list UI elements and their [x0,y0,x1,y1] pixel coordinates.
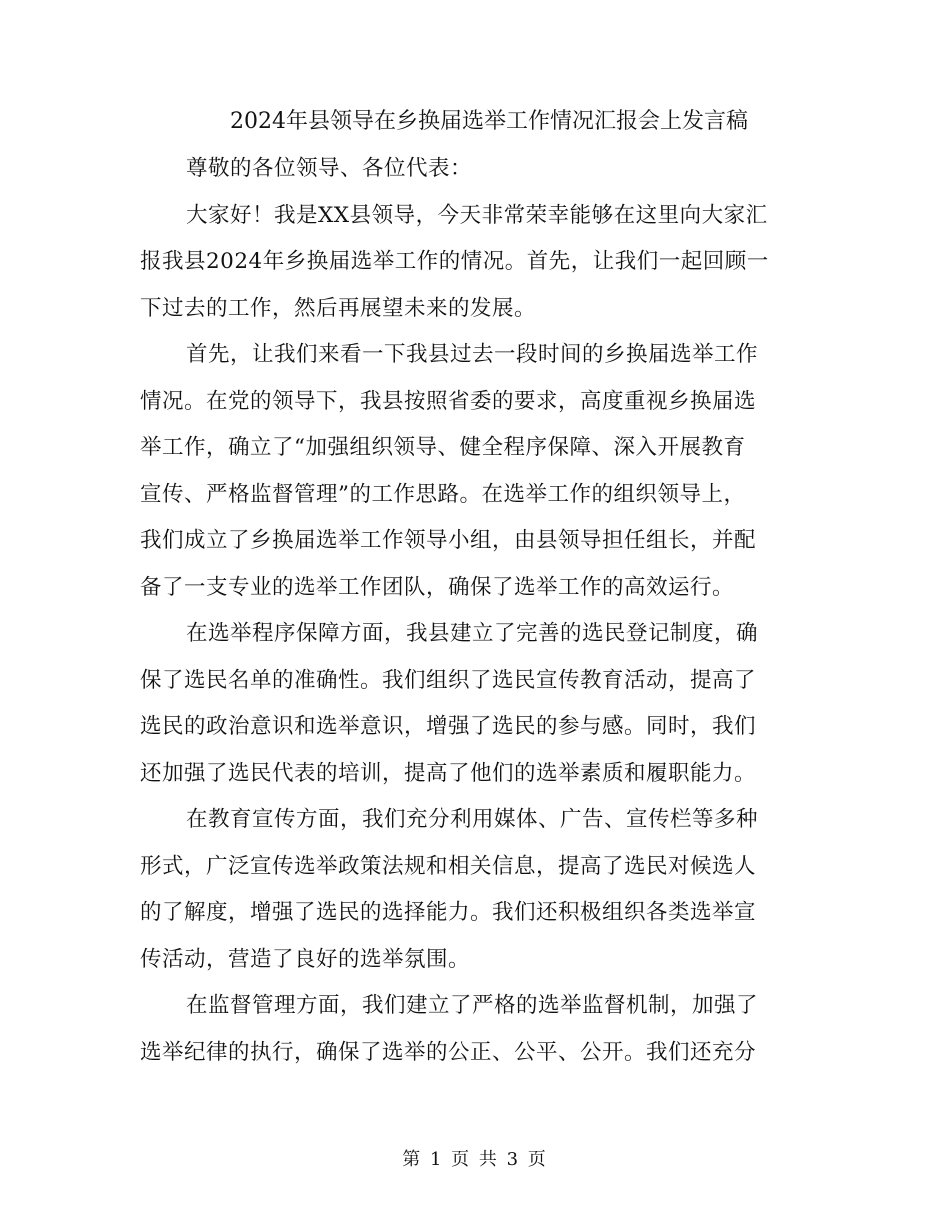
paragraph-line: 选民的政治意识和选举意识，增强了选民的参与感。同时，我们 [140,714,757,739]
paragraph-line: 备了一支专业的选举工作团队，确保了选举工作的高效运行。 [140,574,735,600]
paragraph-1 [140,193,810,333]
paragraph-line: 举工作，确立了“加强组织领导、健全程序保障、深入开展教育 [140,435,746,460]
paragraph-line: 下过去的工作，然后再展望未来的发展。 [140,295,537,321]
paragraph-line: 传活动，营造了良好的选举氛围。 [140,946,471,972]
paragraph-line: 保了选民名单的准确性。我们组织了选民宣传教育活动，提高了 [140,667,757,693]
paragraph-line: 情况。在党的领导下，我县按照省委的要求，高度重视乡换届选 [140,388,757,414]
paragraph-4 [140,797,810,983]
paragraph-line: 首先，让我们来看一下我县过去一段时间的乡换届选举工作 [186,342,759,367]
paragraph-line: 的了解度，增强了选民的选择能力。我们还积极组织各类选举宣 [140,900,757,925]
paragraph-line: 报我县2024年乡换届选举工作的情况。首先，让我们一起回顾一 [140,249,769,274]
paragraph-line: 我们成立了乡换届选举工作领导小组，由县领导担任组长，并配 [140,528,757,553]
paragraph-5 [140,983,810,1076]
page-number-footer: 第 1 页 共 3 页 [402,1149,548,1170]
document-body [140,146,810,1076]
paragraph-line: 还加强了选民代表的培训，提高了他们的选举素质和履职能力。 [140,760,757,786]
paragraph-line: 在教育宣传方面，我们充分利用媒体、广告、宣传栏等多种 [186,807,759,832]
paragraph-line: 形式，广泛宣传选举政策法规和相关信息，提高了选民对候选人 [140,853,757,879]
paragraph-line: 宣传、严格监督管理”的工作思路。在选举工作的组织领导上， [140,481,746,507]
paragraph-line: 大家好！我是XX县领导，今天非常荣幸能够在这里向大家汇 [186,202,768,228]
salutation: 尊敬的各位领导、各位代表： [186,156,473,181]
paragraph-line: 在监督管理方面，我们建立了严格的选举监督机制，加强了 [186,993,759,1018]
document-title: 2024年县领导在乡换届选举工作情况汇报会上发言稿 [230,109,748,134]
paragraph-3 [140,611,810,797]
paragraph-line: 在选举程序保障方面，我县建立了完善的选民登记制度，确 [186,621,759,646]
paragraph-line: 选举纪律的执行，确保了选举的公正、公平、公开。我们还充分 [140,1039,757,1065]
paragraph-2 [140,332,810,611]
